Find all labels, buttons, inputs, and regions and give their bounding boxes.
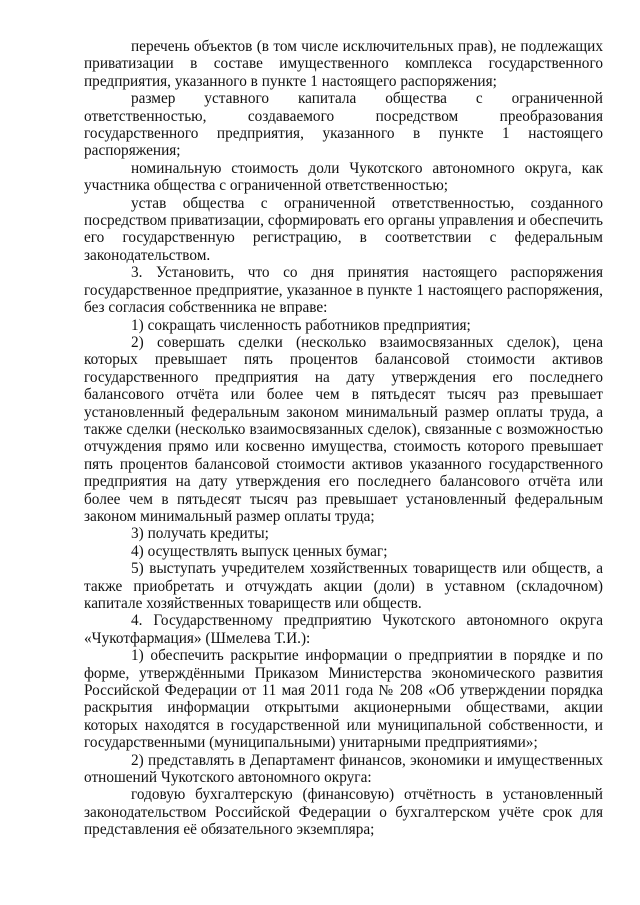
paragraph-clause-3: 3. Установить, что со дня принятия настоящего распоряжения государственное предприятие, указанное в пункте 1 настоящего распоряжения, без согласия собственника не вправе: xyxy=(84,264,603,317)
paragraph-clause-3-item-4: 4) осуществлять выпуск ценных бумаг; xyxy=(131,542,388,560)
document-page xyxy=(84,38,603,839)
paragraph-clause-3-item-3: 3) получать кредиты; xyxy=(131,525,269,543)
paragraph-clause-3-item-5: 5) выступать учредителем хозяйственных товариществ или обществ, а также приобретать и отчуждать акции (доли) в уставном (складочном) капитале хозяйственных товариществ или обществ. xyxy=(84,560,603,612)
paragraph-clause-3-item-1: 1) сокращать численность работников предприятия; xyxy=(131,316,471,334)
paragraph-company-charter: устав общества с ограниченной ответственностью, созданного посредством приватизации, сформировать его органы управления и обеспечить его государственную регистрацию, в соответствии с федеральным законодательством. xyxy=(84,194,603,264)
paragraph-list-exempt-objects: перечень объектов (в том числе исключительных прав), не подлежащих приватизации в составе имущественного комплекса государственного предприятия, указанного в пункте 1 настоящего распоряжения; xyxy=(84,38,603,90)
paragraph-clause-4-item-1: 1) обеспечить раскрытие информации о предприятии в порядке и по форме, утверждёнными Приказом Министерства экономического развития Российской Федерации от 11 мая 2011 года № 208 «Об утверждении порядка раскрытия информации открытыми акционерными обществами, акции которых находятся в государственной или муниципальной собственности, и государственными (муниципальными) унитарными предприятиями»; xyxy=(84,647,603,752)
paragraph-clause-4-item-2: 2) представлять в Департамент финансов, экономики и имущественных отношений Чукотского автономного округа: xyxy=(84,751,603,787)
paragraph-charter-capital: размер уставного капитала общества с ограниченной ответственностью, создаваемого посредством преобразования государственного предприятия, указанного в пункте 1 настоящего распоряжения; xyxy=(84,90,603,160)
paragraph-annual-reporting: годовую бухгалтерскую (финансовую) отчётность в установленный законодательством Российской Федерации о бухгалтерском учёте срок для представления её обязательного экземпляра; xyxy=(84,786,603,839)
paragraph-clause-3-item-2: 2) совершать сделки (несколько взаимосвязанных сделок), цена которых превышает пять процентов балансовой стоимости активов государственного предприятия на дату утверждения его последнего балансового отчёта или более чем в пятьдесят тысяч раз превышает установленный федеральным законом минимальный размер оплаты труда, а также сделки (несколько взаимосвязанных сделок), связанные с возможностью отчуждения прямо или косвенно имущества, стоимость которого превышает пять процентов балансовой стоимости активов указанного государственного предприятия на дату утверждения его последнего балансового отчёта или более чем в пятьдесят тысяч раз превышает установленный федеральным законом минимальный размер оплаты труда; xyxy=(84,333,603,525)
paragraph-nominal-share-value: номинальную стоимость доли Чукотского автономного округа, как участника общества с ограниченной ответственностью; xyxy=(84,159,603,195)
paragraph-clause-4: 4. Государственному предприятию Чукотского автономного округа «Чукотфармация» (Шмелева Т.И.): xyxy=(84,612,603,647)
